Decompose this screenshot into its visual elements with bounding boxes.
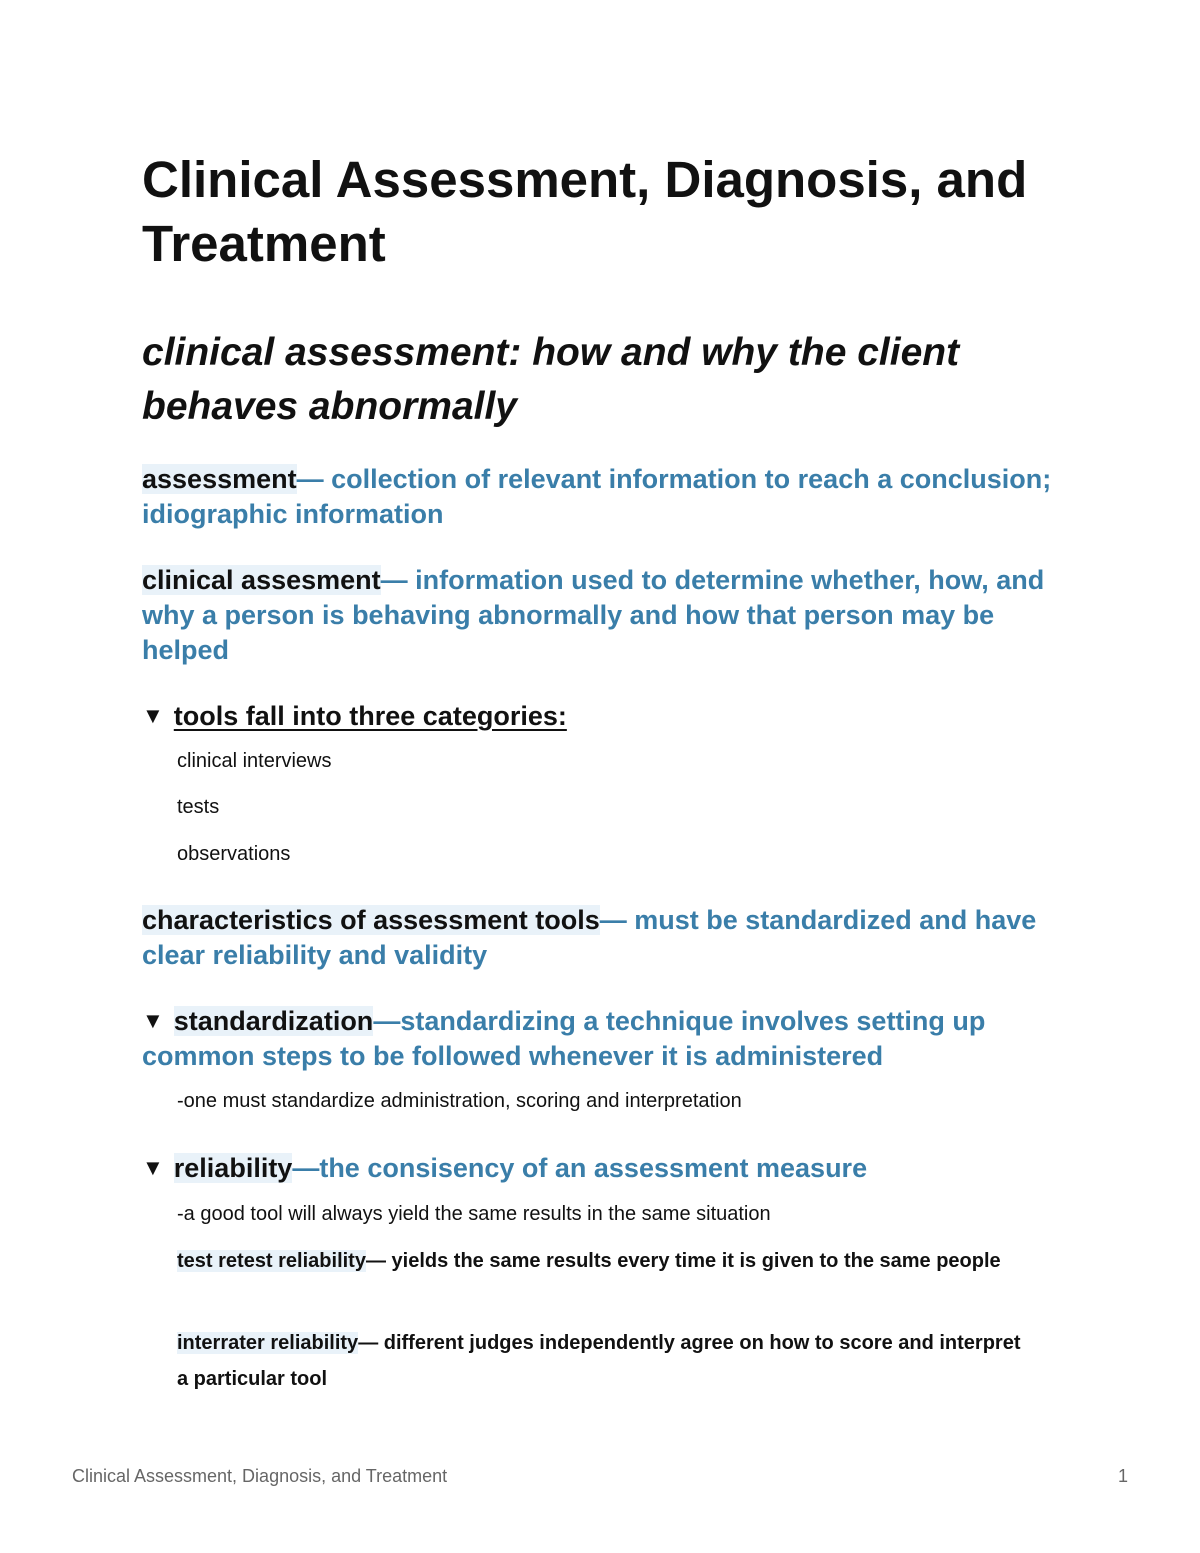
page-title: Clinical Assessment, Diagnosis, and Treatment bbox=[142, 151, 1028, 272]
tools-toggle[interactable] bbox=[142, 698, 1062, 734]
interrater-definition bbox=[177, 1325, 1027, 1397]
footer-title: Clinical Assessment, Diagnosis, and Treatment bbox=[72, 1466, 448, 1486]
tools-heading: tools fall into three categories: bbox=[173, 701, 567, 731]
assessment-definition-text: — collection of relevant information to reach a conclusion; idiographic information bbox=[142, 464, 1052, 529]
triangle-down-icon[interactable]: ▼ bbox=[142, 1155, 164, 1180]
footer-page-number: 1 bbox=[1118, 1466, 1129, 1486]
clinical-assessment-term: clinical assesment bbox=[142, 565, 381, 595]
standardization-definition-text: —standardizing a technique involves setting up common steps to be followed whenever it is administered bbox=[142, 1006, 986, 1071]
reliability-definition-text: —the consisency of an assessment measure bbox=[292, 1153, 868, 1183]
triangle-down-icon[interactable]: ▼ bbox=[142, 703, 164, 728]
standardization-note: -one must standardize administration, scoring and interpretation bbox=[177, 1090, 742, 1112]
list-item: clinical interviews bbox=[177, 750, 332, 772]
standardization-toggle[interactable] bbox=[142, 1003, 1062, 1074]
reliability-note: -a good tool will always yield the same results in the same situation bbox=[177, 1203, 771, 1225]
list-item: tests bbox=[177, 796, 220, 818]
test-retest-term: test retest reliability bbox=[177, 1250, 366, 1272]
assessment-definition bbox=[142, 462, 1052, 532]
characteristics-definition-text: — must be standardized and have clear reliability and validity bbox=[142, 905, 1037, 970]
assessment-term: assessment bbox=[142, 464, 297, 494]
page-subtitle: clinical assessment: how and why the client behaves abnormally bbox=[142, 331, 960, 428]
characteristics-term: characteristics of assessment tools bbox=[142, 905, 600, 935]
interrater-definition-text: — different judges independently agree on how to score and interpret a particular tool bbox=[177, 1332, 1021, 1390]
reliability-toggle[interactable] bbox=[142, 1150, 1062, 1186]
list-item: observations bbox=[177, 843, 291, 865]
clinical-assessment-definition bbox=[142, 563, 1052, 668]
standardization-term: standardization bbox=[173, 1006, 374, 1036]
clinical-assessment-definition-text: — information used to determine whether, how, and why a person is behaving abnormally and how that person may be helped bbox=[142, 565, 1045, 665]
test-retest-definition-text: — yields the same results every time it is given to the same people bbox=[365, 1250, 1001, 1272]
interrater-term: interrater reliability bbox=[177, 1332, 359, 1354]
characteristics-definition bbox=[142, 903, 1052, 973]
triangle-down-icon[interactable]: ▼ bbox=[142, 1008, 164, 1033]
reliability-term: reliability bbox=[173, 1153, 293, 1183]
test-retest-definition bbox=[177, 1243, 1027, 1279]
